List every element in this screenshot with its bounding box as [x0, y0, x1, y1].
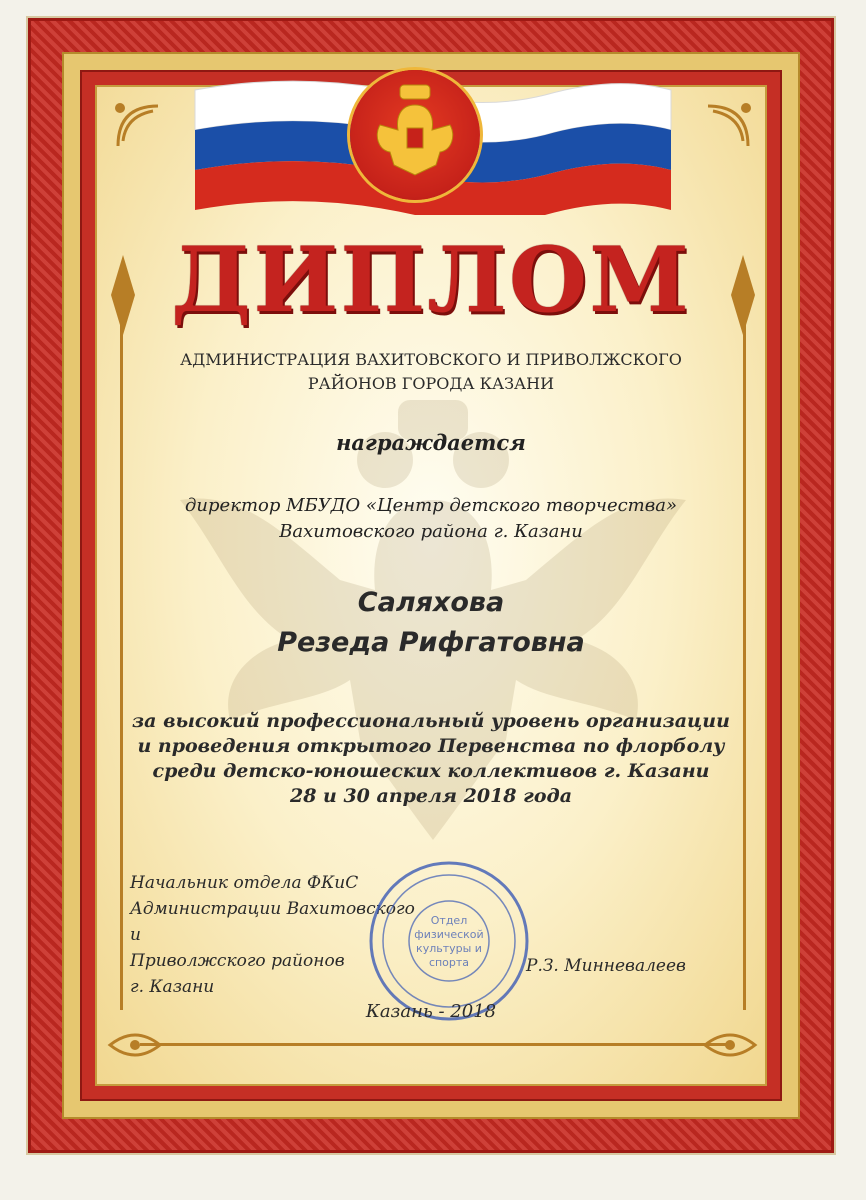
stamp-text-4: спорта	[428, 956, 470, 969]
position-line-2: Вахитовского района г. Казани	[279, 521, 583, 542]
bottom-left-ornament-icon	[105, 1020, 165, 1070]
signatory-line-1: Начальник отдела ФКиС	[130, 873, 359, 893]
awarded-label: награждается	[336, 430, 526, 455]
top-left-ornament-icon	[108, 96, 168, 156]
signatory-line-3: Приволжского районов	[130, 951, 345, 971]
recipient-surname: Саляхова	[357, 587, 505, 618]
signer-name: Р.З. Минневалеев	[526, 956, 686, 976]
issuer-line-1: АДМИНИСТРАЦИЯ ВАХИТОВСКОГО И ПРИВОЛЖСКОГО	[180, 350, 682, 369]
bottom-ornament-line	[140, 1043, 726, 1046]
signatory-line-4: г. Казани	[130, 977, 215, 997]
stamp-text-2: физической	[414, 928, 484, 941]
top-right-ornament-icon	[698, 96, 758, 156]
stamp-text-1: Отдел	[430, 914, 468, 927]
position-line-1: директор МБУДО «Центр детского творчества»	[185, 495, 677, 516]
award-reason	[95, 709, 767, 809]
reason-line-2: и проведения открытого Первенства по флорболу	[137, 735, 725, 757]
diploma-title: ДИПЛОМ	[171, 227, 691, 333]
reason-line-4: 28 и 30 апреля 2018 года	[289, 785, 573, 807]
bottom-right-ornament-icon	[700, 1020, 760, 1070]
reason-line-3: среди детско-юношеских коллективов г. Казани	[152, 760, 710, 782]
signatory-line-2: Администрации Вахитовского и	[130, 899, 415, 945]
place-and-year: Казань - 2018	[365, 1001, 497, 1022]
recipient-position	[95, 493, 767, 545]
official-stamp-icon	[366, 858, 532, 1024]
reason-line-1: за высокий профессиональный уровень организации	[132, 710, 730, 732]
recipient-name	[95, 583, 767, 663]
coat-of-arms-icon	[370, 80, 460, 180]
issuer-block	[95, 348, 767, 396]
stamp-text-3: культуры и	[416, 942, 482, 955]
recipient-given-names: Резеда Рифгатовна	[277, 627, 585, 658]
issuer-line-2: РАЙОНОВ ГОРОДА КАЗАНИ	[307, 374, 555, 393]
